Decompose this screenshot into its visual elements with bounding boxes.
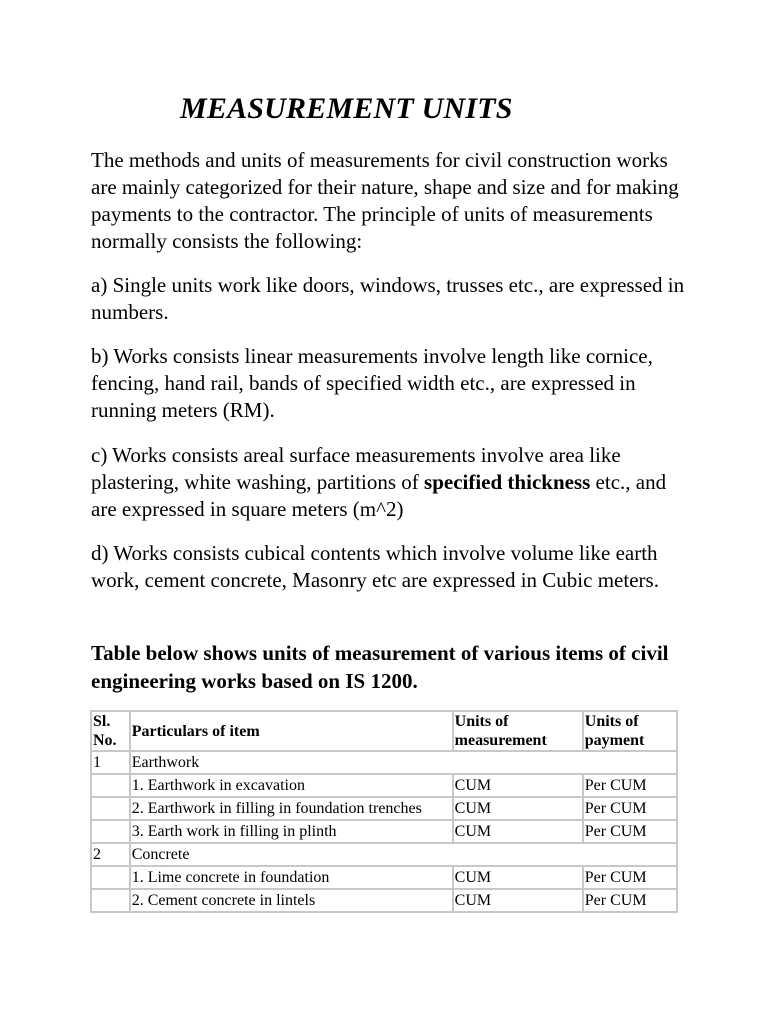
item-b-paragraph: b) Works consists linear measurements involve length like cornice, fencing, hand rail, bands of specified width etc., are expressed in running meters (RM).	[91, 344, 653, 422]
page-title: MEASUREMENT UNITS	[180, 92, 513, 125]
row-measure: CUM	[453, 820, 583, 843]
table-row	[91, 820, 677, 843]
item-a-paragraph: a) Single units work like doors, windows, trusses etc., are expressed in numbers.	[91, 273, 685, 324]
table-caption: Table below shows units of measurement of various items of civil engineering works based on IS 1200.	[91, 641, 669, 693]
row-measure: CUM	[453, 774, 583, 797]
row-payment: Per CUM	[583, 820, 677, 843]
header-units-measurement: Units of measurement	[453, 711, 583, 751]
header-sl-no: Sl. No.	[91, 711, 130, 751]
row-item: 1. Earthwork in excavation	[130, 774, 453, 797]
table-row	[91, 889, 677, 912]
row-measure: CUM	[453, 889, 583, 912]
header-particulars: Particulars of item	[130, 711, 453, 751]
row-sl-cell	[91, 774, 130, 797]
row-payment: Per CUM	[583, 797, 677, 820]
units-table	[90, 710, 678, 913]
row-sl-cell	[91, 797, 130, 820]
table-group-row	[91, 843, 677, 866]
item-c-text-start: c) Works consists areal surface measurements involve area like plastering, white washing, partitions of	[91, 443, 621, 494]
item-c-paragraph	[91, 442, 691, 523]
row-item: 2. Earthwork in filling in foundation trenches	[130, 797, 453, 820]
row-sl-cell	[91, 866, 130, 889]
table-row	[91, 797, 677, 820]
group-number: 1	[91, 751, 130, 774]
row-item: 3. Earth work in filling in plinth	[130, 820, 453, 843]
row-payment: Per CUM	[583, 774, 677, 797]
intro-paragraph: The methods and units of measurements for civil construction works are mainly categorized for their nature, shape and size and for making payments to the contractor. The principle of units of measurements normally consists the following:	[91, 148, 679, 253]
row-measure: CUM	[453, 797, 583, 820]
row-sl-cell	[91, 889, 130, 912]
group-name: Concrete	[130, 843, 677, 866]
row-item: 2. Cement concrete in lintels	[130, 889, 453, 912]
row-item: 1. Lime concrete in foundation	[130, 866, 453, 889]
group-name: Earthwork	[130, 751, 677, 774]
table-group-row	[91, 751, 677, 774]
item-d-paragraph: d) Works consists cubical contents which involve volume like earth work, cement concrete, Masonry etc are expressed in Cubic meters.	[91, 541, 659, 592]
group-number: 2	[91, 843, 130, 866]
item-c-bold-text: specified thickness	[424, 470, 591, 494]
table-row	[91, 866, 677, 889]
header-units-payment: Units of payment	[583, 711, 677, 751]
item-c-text-end: etc., and are expressed in square meters (m^2)	[91, 470, 667, 521]
row-measure: CUM	[453, 866, 583, 889]
row-payment: Per CUM	[583, 866, 677, 889]
table-header-row	[91, 711, 677, 751]
row-sl-cell	[91, 820, 130, 843]
row-payment: Per CUM	[583, 889, 677, 912]
table-row	[91, 774, 677, 797]
